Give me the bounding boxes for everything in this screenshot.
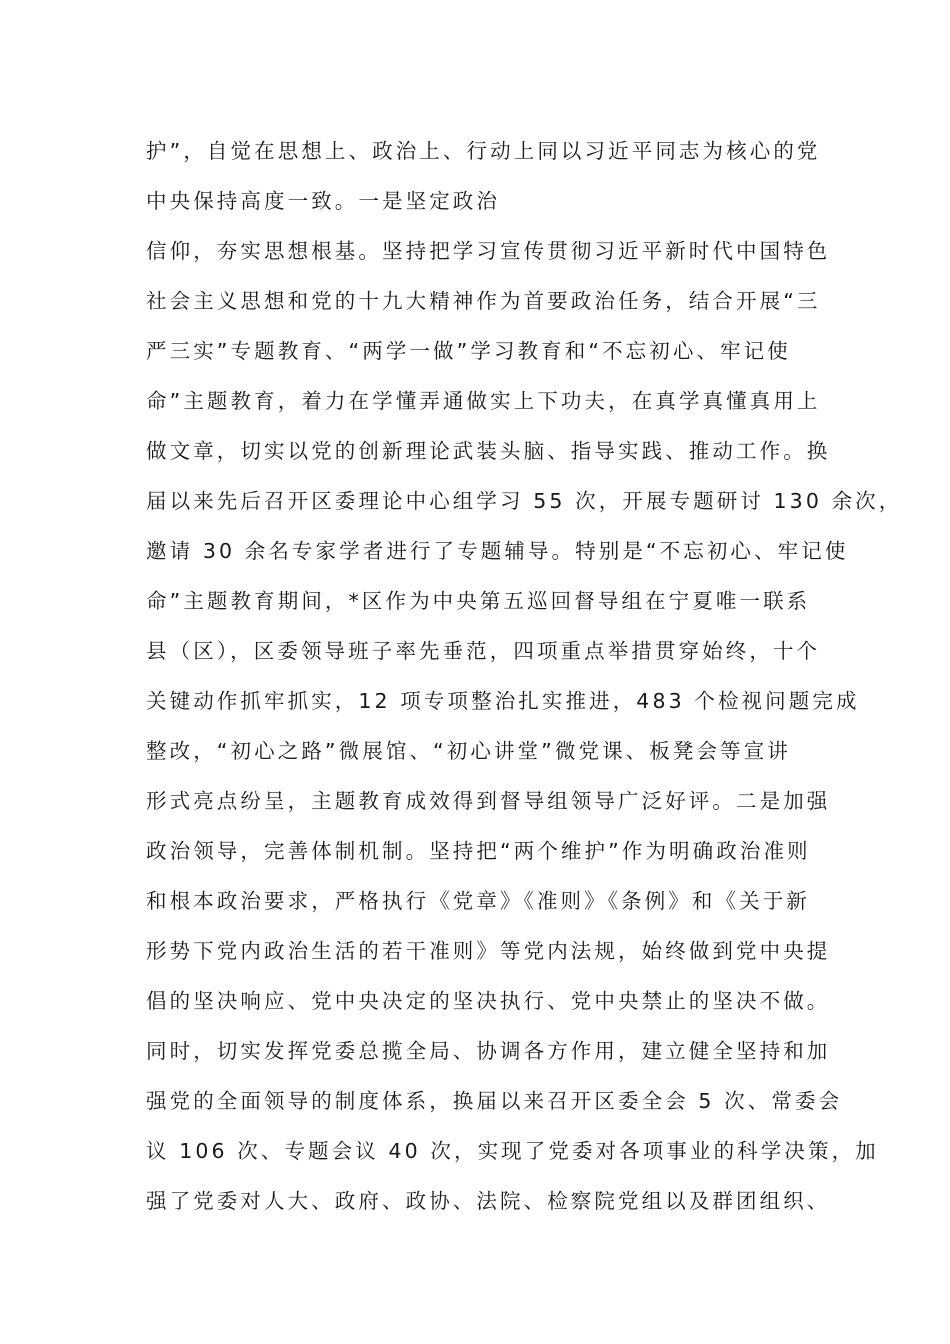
text-line: 护”，自觉在思想上、政治上、行动上同以习近平同志为核心的党	[146, 139, 821, 163]
text-line: 和根本政治要求，严格执行《党章》《准则》《条例》和《关于新	[146, 889, 810, 913]
text-line: 整改，“初心之路”微展馆、“初心讲堂”微党课、板凳会等宣讲	[146, 739, 791, 763]
text-line: 议 106 次、专题会议 40 次，实现了党委对各项事业的科学决策，加	[146, 1139, 879, 1163]
text-line: 届以来先后召开区委理论中心组学习 55 次，开展专题研讨 130 余次，	[146, 489, 903, 513]
text-line: 邀请 30 余名专家学者进行了专题辅导。特别是“不忘初心、牢记使	[146, 539, 849, 563]
text-line: 信仰，夯实思想根基。坚持把学习宣传贯彻习近平新时代中国特色	[146, 239, 831, 263]
text-line: 同时，切实发挥党委总揽全局、协调各方作用，建立健全坚持和加	[146, 1039, 831, 1063]
text-line: 强了党委对人大、政府、政协、法院、检察院党组以及群团组织、	[146, 1189, 831, 1213]
text-line: 做文章，切实以党的创新理论武装头脑、指导实践、推动工作。换	[146, 439, 831, 463]
text-line: 形式亮点纷呈，主题教育成效得到督导组领导广泛好评。二是加强	[146, 789, 831, 813]
text-line: 关键动作抓牢抓实，12 项专项整治扎实推进，483 个检视问题完成	[146, 689, 860, 713]
text-line: 形势下党内政治生活的若干准则》等党内法规，始终做到党中央提	[146, 939, 831, 963]
text-line: 严三实”专题教育、“两学一做”学习教育和“不忘初心、牢记使	[146, 339, 791, 363]
text-line: 政治领导，完善体制机制。坚持把“两个维护”作为明确政治准则	[146, 839, 811, 863]
text-line: 县（区），区委领导班子率先垂范，四项重点举措贯穿始终，十个	[146, 639, 821, 663]
text-line: 中央保持高度一致。一是坚定政治	[146, 189, 500, 213]
text-line: 倡的坚决响应、党中央决定的坚决执行、党中央禁止的坚决不做。	[146, 989, 831, 1013]
text-line: 强党的全面领导的制度体系，换届以来召开区委全会 5 次、常委会	[146, 1089, 843, 1113]
text-line: 命”主题教育，着力在学懂弄通做实上下功夫，在真学真懂真用上	[146, 389, 821, 413]
text-line: 命”主题教育期间，*区作为中央第五巡回督导组在宁夏唯一联系	[146, 589, 811, 613]
text-line: 社会主义思想和党的十九大精神作为首要政治任务，结合开展“三	[146, 289, 821, 313]
